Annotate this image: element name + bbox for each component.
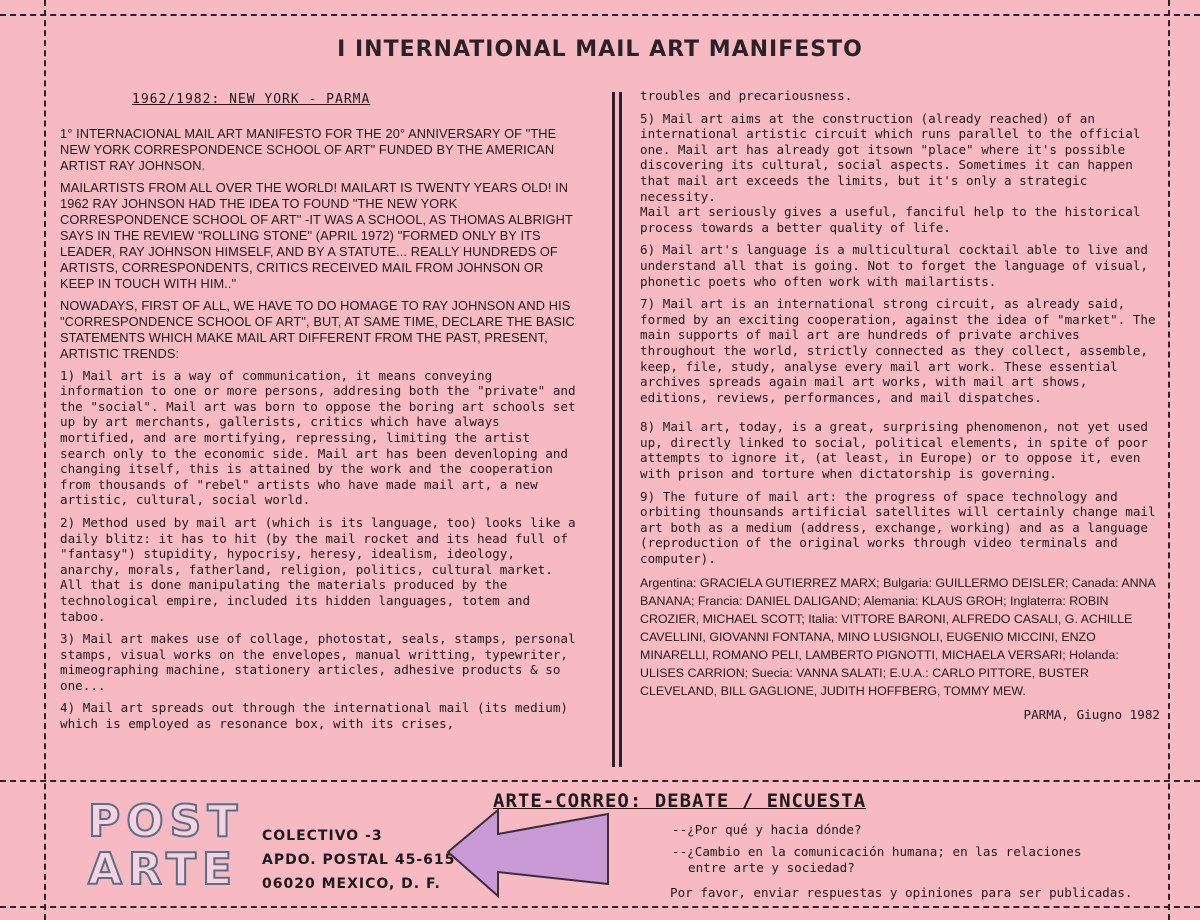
signatories: Argentina: GRACIELA GUTIERREZ MARX; Bulgaria: GUILLERMO DEISLER; Canada: ANNA BANANA; Francia: DANIEL DALIGAND; Alemania: KLAUS GROH; Inglaterra: ROBIN CROZIER, MICHAEL SCOTT; Italia: VITTORE BARONI, ALFREDO CASALI, G. ACHILLE CAVELLINI, GIOVANNI FONTANA, MINO LUSIGNOLI, EUGENIO MICCINI, ENZO MINARELLI, ROMANO PELI, LAMBERTO PIGNOTTI, MICHAELA VERSARI; Holanda: ULISES CARRION; Suecia: VANNA SALATI; E.U.A.: CARLO PITTORE, BUSTER CLEVELAND, BILL GAGLIONE, JUDITH HOFFBERG, TOMMY MEW. [640, 575, 1156, 698]
top-border [0, 14, 1200, 16]
manifesto-point-6: 6) Mail art's language is a multicultural cocktail able to live and understand all that is going. Not to forget the language of visual, phonetic poets who often work with mailartists. [640, 242, 1148, 289]
column-divider [612, 92, 615, 767]
intro-paragraph: MAILARTISTS FROM ALL OVER THE WORLD! MAILART IS TWENTY YEARS OLD! IN 1962 RAY JOHNSON HAD THE IDEA TO FOUND "THE NEW YORK CORRESPONDENCE SCHOOL OF ART" -IT WAS A SCHOOL, AS THOMAS ALBRIGHT SAYS IN THE REVIEW "ROLLING STONE" (APRIL 1972) "FORMED ONLY BY ITS LEADER, RAY JOHNSON HIMSELF, AND BY A STATUTE... REALLY HUNDREDS OF ARTISTS, CORRESPONDENTS, CRITICS RECEIVED MAIL FROM JOHNSON OR KEEP IN TOUCH WITH HIM.." [60, 179, 573, 291]
address-line: APDO. POSTAL 45-615 [262, 852, 456, 868]
intro-paragraph: NOWADAYS, FIRST OF ALL, WE HAVE TO DO HOMAGE TO RAY JOHNSON AND HIS "CORRESPONDENCE SCHOOL OF ART", BUT, AT SAME TIME, DECLARE THE BASIC STATEMENTS WHICH MAKE MAIL ART DIFFERENT FROM THE PAST, PRESENT, ARTISTIC TRENDS: [60, 297, 575, 361]
manifesto-title: I INTERNATIONAL MAIL ART MANIFESTO [337, 37, 863, 62]
right-column [640, 88, 1160, 729]
manifesto-point-1: 1) Mail art is a way of communication, it means conveying information to one or more persons, addresing both the "private" and the "social". Mail art was born to oppose the boring art schools set up by art merchants, gallerists, critics which have always mortified, and are mortifying, repressing, limiting the artist search only to the economic side. Mail art has been devenloping and changing itself, this is attained by the work and the cooperation from thousands of "rebel" artists who have made mail art, a new artistic, cultural, social world. [60, 367, 576, 508]
left-column [60, 92, 580, 739]
manifesto-point-4-continued: troubles and precariousness. [640, 88, 853, 103]
manifesto-point-8: 8) Mail art, today, is a great, surprising phenomenon, not yet used up, directly linked to social, political elements, in spite of poor attempts to ignore it, (at least, in Europe) or to oppose it, even with prison and torture when dictatorship is governing. [640, 419, 1148, 482]
post-arte-logo-line1: POST [88, 796, 244, 847]
debate-title: ARTE-CORREO: DEBATE / ENCUESTA [493, 790, 867, 812]
dateline: 1962/1982: NEW YORK - PARMA [132, 92, 371, 107]
bottom-border [0, 906, 1200, 908]
question-line: entre arte y sociedad? [688, 860, 855, 875]
right-border [1168, 0, 1170, 920]
manifesto-point-4: 4) Mail art spreads out through the international mail (its medium) which is employed as resonance box, with its crises, [60, 700, 568, 732]
signature-place: PARMA, Giugno 1982 [1023, 706, 1160, 722]
manifesto-point-3: 3) Mail art makes use of collage, photostat, seals, stamps, personal stamps, visual works on the envelopes, manual writting, typewriter, mimeographing machine, stationery articles, adhesive products & so one... [60, 631, 576, 693]
question-line: --¿Cambio en la comunicación humana; en las relaciones [672, 844, 1082, 859]
manifesto-point-7: 7) Mail art is an international strong circuit, as already said, formed by an exciting cooperation, against the idea of "market". The main supports of mail art are hundreds of private archives throughout the world, strictly connected as they collect, assemble, keep, file, study, analyse every mail art work. These essential archives spreads again mail art works, with mail art shows, editions, reviews, performances, and mail dispatches. [640, 296, 1156, 405]
manifesto-point-2: 2) Method used by mail art (which is its language, too) looks like a daily blitz: it has to hit (by the mail rocket and its head full of "fantasy") stupidity, hypocrisy, heresy, idealism, ideology, anarchy, morals, fatherland, religion, politics, cultural market. All that is done manipulating the materials produced by the technological empire, included its hidden languages, totem and taboo. [60, 514, 576, 624]
address-line: COLECTIVO -3 [262, 828, 383, 844]
request-text: Por favor, enviar respuestas y opiniones para ser publicadas. [670, 885, 1133, 900]
column-divider [619, 92, 622, 767]
manifesto-point-5: 5) Mail art aims at the construction (already reached) of an international artistic circuit which runs parallel to the official one. Mail art has already got itsown "place" where it's possible discovering its cultural, social aspects. Sometimes it can happen that mail art exceeds the limits, but it's only a strategic necessity. Mail art seriously gives a useful, fanciful help to the historical process towards a better quality of life. [640, 110, 1141, 235]
address-line: 06020 MEXICO, D. F. [262, 876, 441, 892]
intro-paragraph: 1° INTERNACIONAL MAIL ART MANIFESTO FOR THE 20° ANNIVERSARY OF "THE NEW YORK CORRESPONDENCE SCHOOL OF ART" FUNDED BY THE AMERICAN ARTIST RAY JOHNSON. [60, 125, 557, 173]
left-border [44, 0, 46, 920]
post-arte-logo-line2: ARTE [88, 844, 239, 895]
left-arrow-icon [440, 800, 620, 900]
manifesto-point-9: 9) The future of mail art: the progress of space technology and orbiting thounsands artificial satellites will certainly change mail art both as a medium (address, exchange, working) and as a language (reproduction of the original works through video terminals and computer). [640, 488, 1156, 567]
intro [60, 126, 580, 362]
footer-separator [0, 780, 1200, 782]
question-line: --¿Por qué y hacia dónde? [672, 822, 862, 837]
